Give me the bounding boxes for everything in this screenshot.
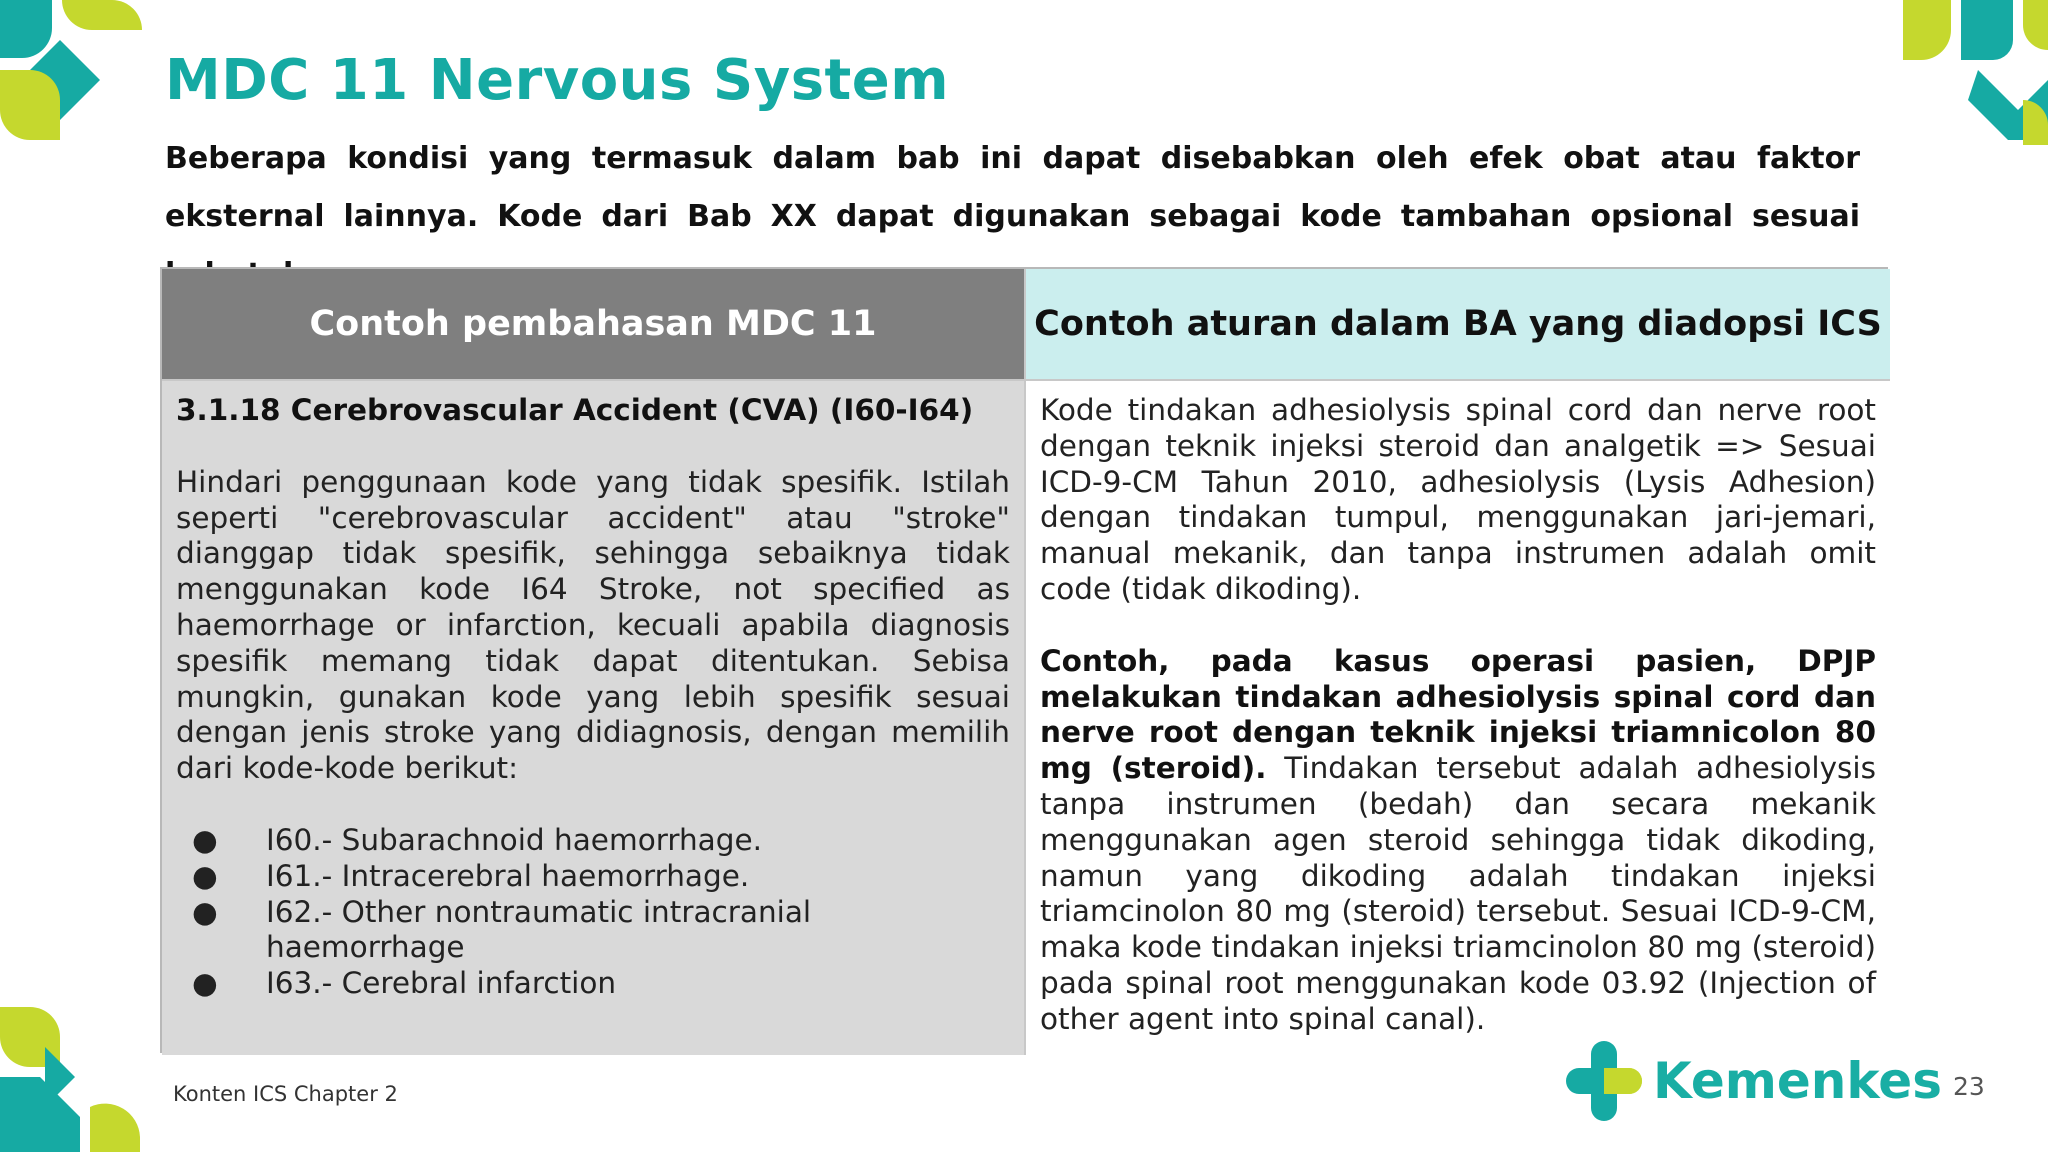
list-item: ● I62.- Other nontraumatic intracranial haemorrhage [192, 894, 812, 965]
rule-paragraph: Kode tindakan adhesiolysis spinal cord dan nerve root dengan teknik injeksi steroid dan analgetik => Sesuai ICD-9-CM Tahun 2010, adhesiolysis (Lysis Adhesion) dengan tindakan tumpul, menggunakan jari-jemari, manual mekanik, dan tanpa instrumen adalah omit code (tidak dikoding). [1040, 393, 1876, 606]
corner-decoration-bottom-left [0, 1007, 145, 1152]
page-number: 23 [1953, 1072, 1985, 1101]
bullet-icon: ● [192, 822, 218, 857]
example-paragraph [1040, 644, 1876, 1038]
logo-text: Kemenkes [1653, 1052, 1942, 1110]
example-bold-text: Contoh, pada kasus operasi pasien, DPJP melakukan tindakan adhesiolysis spinal cord dan nerve root dengan teknik injeksi triamnicolon 80 mg (steroid). [1040, 643, 1876, 786]
bullet-icon: ● [192, 858, 218, 893]
table-header-right: Contoh aturan dalam BA yang diadopsi ICS [1026, 269, 1890, 379]
corner-decoration-top-right [1903, 0, 2048, 145]
footer-source: Konten ICS Chapter 2 [173, 1082, 398, 1106]
kemenkes-cross-logo-icon [1565, 1040, 1643, 1122]
comparison-table [160, 267, 1888, 1053]
list-item: ● I63.- Cerebral infarction [192, 966, 617, 1001]
list-item: ● I61.- Intracerebral haemorrhage. [192, 858, 750, 893]
table-header-left: Contoh pembahasan MDC 11 [162, 269, 1026, 379]
table-cell-left [162, 379, 1026, 1055]
bullet-icon: ● [192, 966, 218, 1001]
section-title: 3.1.18 Cerebrovascular Accident (CVA) (I60-I64) [176, 393, 974, 427]
intro-paragraph: Beberapa kondisi yang termasuk dalam bab ini dapat disebabkan oleh efek obat atau faktor eksternal lainnya. Kode dari Bab XX dapat digunakan sebagai kode tambahan opsional sesuai [165, 141, 1860, 234]
kemenkes-logo [1565, 1040, 1942, 1122]
slide-title: MDC 11 Nervous System [165, 48, 950, 113]
guideline-paragraph: Hindari penggunaan kode yang tidak spesifik. Istilah seperti "cerebrovascular accident" atau "stroke" dianggap tidak spesifik, sehingga sebaiknya tidak menggunakan kode I64 Stroke, not specified as haemorrhage or infarction, kecuali apabila diagnosis spesifik memang tidak dapat ditentukan. Sebisa mungkin, gunakan kode yang lebih spesifik sesuai dengan jenis stroke yang didiagnosis, dengan memilih dari kode-kode berikut: [176, 464, 1010, 786]
list-item: ● I60.- Subarachnoid haemorrhage. [192, 822, 762, 857]
code-list [176, 823, 1010, 1002]
corner-decoration-top-left [0, 0, 145, 145]
table-cell-right [1026, 379, 1890, 1055]
example-text: Tindakan tersebut adalah adhesiolysis tanpa instrumen (bedah) dan secara mekanik menggunakan agen steroid sehingga tidak dikoding, namun yang dikoding adalah tindakan injeksi triamcinolon 80 mg (steroid) tersebut. Sesuai ICD-9-CM, maka kode tindakan injeksi triamcinolon 80 mg (steroid) pada spinal root menggunakan kode 03.92 (Injection of other agent into spinal canal). [1040, 751, 1876, 1036]
bullet-icon: ● [192, 894, 218, 929]
